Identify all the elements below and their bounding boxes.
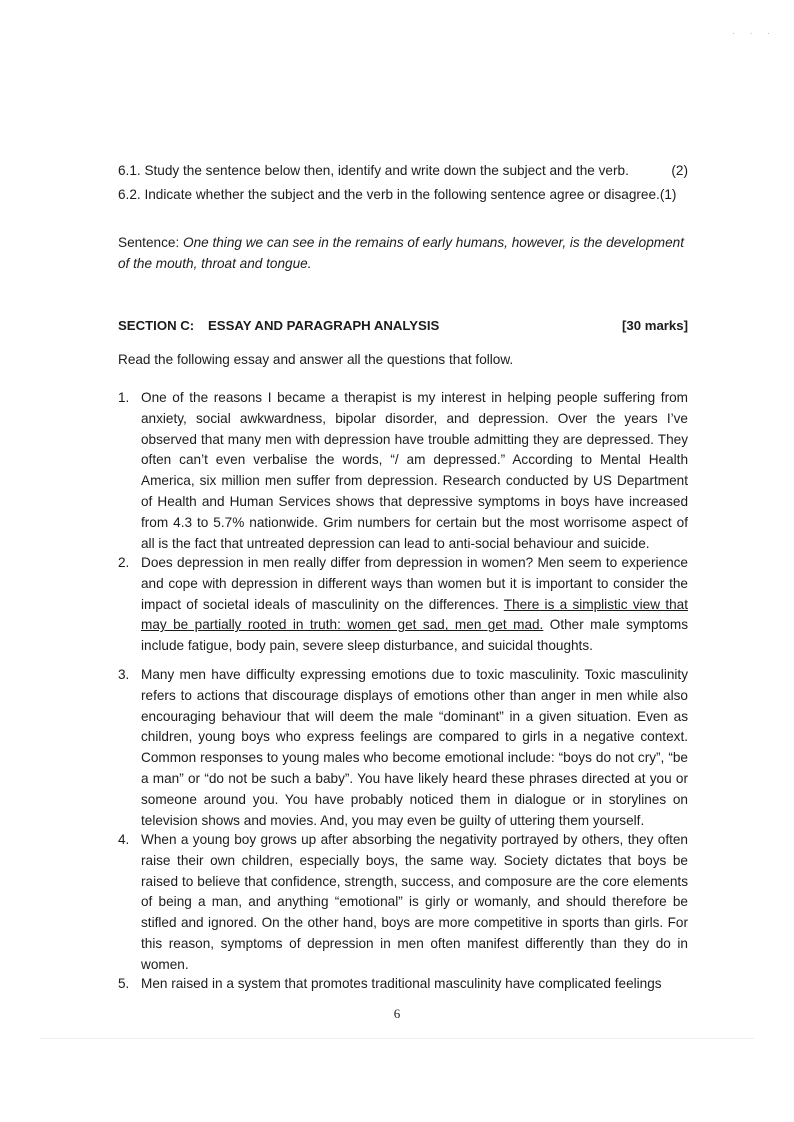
sentence-text: One thing we can see in the remains of early humans, however, is the development of the mouth, throat and tongue. xyxy=(118,235,684,271)
essay-paragraph-2 xyxy=(118,553,688,657)
paragraph-number: 3. xyxy=(118,667,130,682)
question-6-2 xyxy=(118,185,688,205)
question-6-1 xyxy=(118,161,688,181)
paragraph-text xyxy=(141,553,688,657)
section-marks: [30 marks] xyxy=(622,318,688,333)
paragraph-text: When a young boy grows up after absorbing the negativity portrayed by others, they often raise their own children, especially boys, the same way. Society dictates that boys be raised to believe that confidence, strength, success, and composure are the core elements of being a man, and anything “emotional” is girly or womanly, and should therefore be stifled and ignored. On the other hand, boys are more competitive in sports than girls. For this reason, symptoms of depression in men often manifest differently than they do in women. xyxy=(141,832,688,972)
essay-paragraph-4 xyxy=(118,830,688,976)
section-title: ESSAY AND PARAGRAPH ANALYSIS xyxy=(208,318,440,333)
instructions: Read the following essay and answer all the questions that follow. xyxy=(118,352,514,367)
essay-paragraph-5 xyxy=(118,974,688,995)
paragraph-number: 4. xyxy=(118,832,130,847)
paragraph-text: Men raised in a system that promotes traditional masculinity have complicated feelings xyxy=(141,976,662,991)
paragraph-number: 1. xyxy=(118,390,130,405)
section-label: SECTION C: xyxy=(118,318,195,333)
paragraph-text: One of the reasons I became a therapist is my interest in helping people suffering from anxiety, social awkwardness, bipolar disorder, and depression. Over the years I’ve observed that many men with depression have trouble admitting they are depressed. They often can’t even verbalise the words, “/ am depressed.” According to Mental Health America, six million men suffer from depression. Research conducted by US Department of Health and Human Services shows that depressive symptoms in boys have increased from 4.3 to 5.7% nationwide. Grim numbers for certain but the most worrisome aspect of all is the fact that untreated depression can lead to anti-social behaviour and suicide. xyxy=(141,390,688,551)
example-sentence xyxy=(118,232,693,274)
paragraph-text-part: Other male symptoms include fatigue, body pain, severe sleep disturbance, and suicidal thoughts. xyxy=(141,617,688,654)
paragraph-text-part: Does depression in men really differ from depression in women? Men seem to experience and cope with depression in different ways than women but it is important to consider the impact of societal ideals of masculinity on the differences. xyxy=(141,555,688,612)
scan-edge-line xyxy=(40,1038,754,1039)
paragraph-number: 2. xyxy=(118,555,130,570)
underlined-claim: There is a simplistic view that may be partially rooted in truth: women get sad, men get mad. xyxy=(141,596,688,633)
page-number: 6 xyxy=(393,1006,401,1021)
essay-paragraph-3 xyxy=(118,665,688,831)
paragraph-text: Many men have difficulty expressing emotions due to toxic masculinity. Toxic masculinity refers to actions that discourage displays of emotions other than anger in men while also encouraging behaviour that will deem the male “dominant” in a given situation. Even as children, young boys who express feelings are compared to girls in a negative context. Common responses to young males who become emotional include: “boys do not cry”, “be a man” or “do not be such a baby”. You have likely heard these phrases directed at you or someone around you. You have probably noticed them in dialogue or in storylines on television shows and movies. And, you may even be guilty of uttering them yourself. xyxy=(141,667,688,828)
question-6-1-marks: (2) xyxy=(671,163,688,178)
essay-paragraph-1 xyxy=(118,388,688,554)
question-6-1-text: 6.1. Study the sentence below then, identify and write down the subject and the verb. xyxy=(118,163,629,178)
sentence-label: Sentence: xyxy=(118,235,180,250)
paragraph-number: 5. xyxy=(118,976,130,991)
question-6-2-text: 6.2. Indicate whether the subject and the verb in the following sentence agree or disagree.(1) xyxy=(118,187,677,202)
scan-specks: · · · xyxy=(732,28,776,38)
